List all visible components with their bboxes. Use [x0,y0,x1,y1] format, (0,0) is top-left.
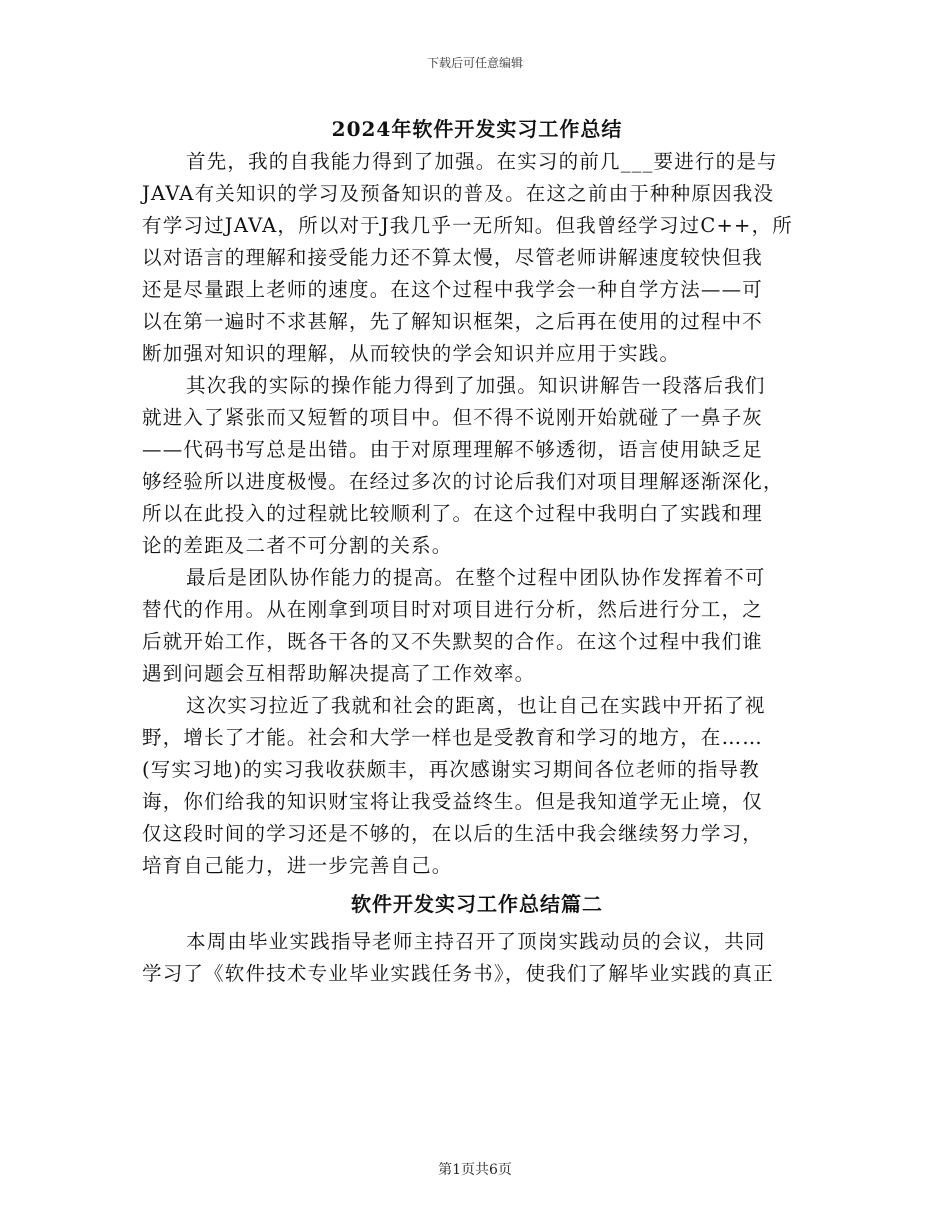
text-line: 诲，你们给我的知识财宝将让我受益终生。但是我知道学无止境，仅 [142,790,764,813]
text-line: 首先，我的自我能力得到了加强。在实习的前几___要进行的是与 [186,150,778,173]
text-line: 以在第一遍时不求甚解，先了解知识框架，之后再在使用的过程中不 [142,310,764,333]
text-line: 就进入了紧张而又短暂的项目中。但不得不说刚开始就碰了一鼻子灰 [142,406,764,429]
text-line: 断加强对知识的理解，从而较快的学会知识并应用于实践。 [142,342,681,365]
text-line: 学习了《软件技术专业毕业实践任务书》，使我们了解毕业实践的真正 [142,962,774,985]
text-line: (写实习地)的实习我收获颇丰，再次感谢实习期间各位老师的指导教 [142,758,760,781]
paragraph-section2-intro [142,926,812,990]
text-line: 野，增长了才能。社会和大学一样也是受教育和学习的地方，在…… [142,726,764,749]
text-line: 够经验所以进度极慢。在经过多次的讨论后我们对项目理解逐渐深化， [142,470,784,493]
paragraph-self-ability [142,146,812,370]
text-line: 论的差距及二者不可分割的关系。 [142,534,453,557]
text-line: 还是尽量跟上老师的速度。在这个过程中我学会一种自学方法——可 [142,278,764,301]
text-line: 所以在此投入的过程就比较顺利了。在这个过程中我明白了实践和理 [142,502,764,525]
text-line: 本周由毕业实践指导老师主持召开了顶岗实践动员的会议，共同 [186,930,766,953]
text-line: 后就开始工作，既各干各的又不失默契的合作。在这个过程中我们谁 [142,630,764,653]
text-line: 仅这段时间的学习还是不够的，在以后的生活中我会继续努力学习， [142,822,764,845]
text-line: 遇到问题会互相帮助解决提高了工作效率。 [142,662,536,685]
paragraph-teamwork [142,562,812,690]
document-body [142,112,812,990]
text-line: ——代码书写总是出错。由于对原理理解不够透彻，语言使用缺乏足 [142,438,764,461]
page-number: 第1页共6页 [438,1162,512,1178]
text-line: 培育自己能力，进一步完善自己。 [142,854,453,877]
text-line: 替代的作用。从在刚拿到项目时对项目进行分析，然后进行分工，之 [142,598,764,621]
text-line: 最后是团队协作能力的提高。在整个过程中团队协作发挥着不可 [186,566,766,589]
text-line: 有学习过JAVA，所以对于J我几乎一无所知。但我曾经学习过C++，所 [142,214,793,237]
text-line: 其次我的实际的操作能力得到了加强。知识讲解告一段落后我们 [186,374,766,397]
paragraph-practical-ability [142,370,812,562]
text-line: JAVA有关知识的学习及预备知识的普及。在这之前由于种种原因我没 [142,182,775,205]
paragraph-conclusion [142,690,812,882]
page-header: 下载后可任意编辑 [426,56,523,70]
section-title: 软件开发实习工作总结篇二 [351,892,603,916]
text-line: 这次实习拉近了我就和社会的距离，也让自己在实践中开拓了视 [186,694,766,717]
text-line: 以对语言的理解和接受能力还不算太慢，尽管老师讲解速度较快但我 [142,246,764,269]
document-title: 2024年软件开发实习工作总结 [331,117,623,141]
